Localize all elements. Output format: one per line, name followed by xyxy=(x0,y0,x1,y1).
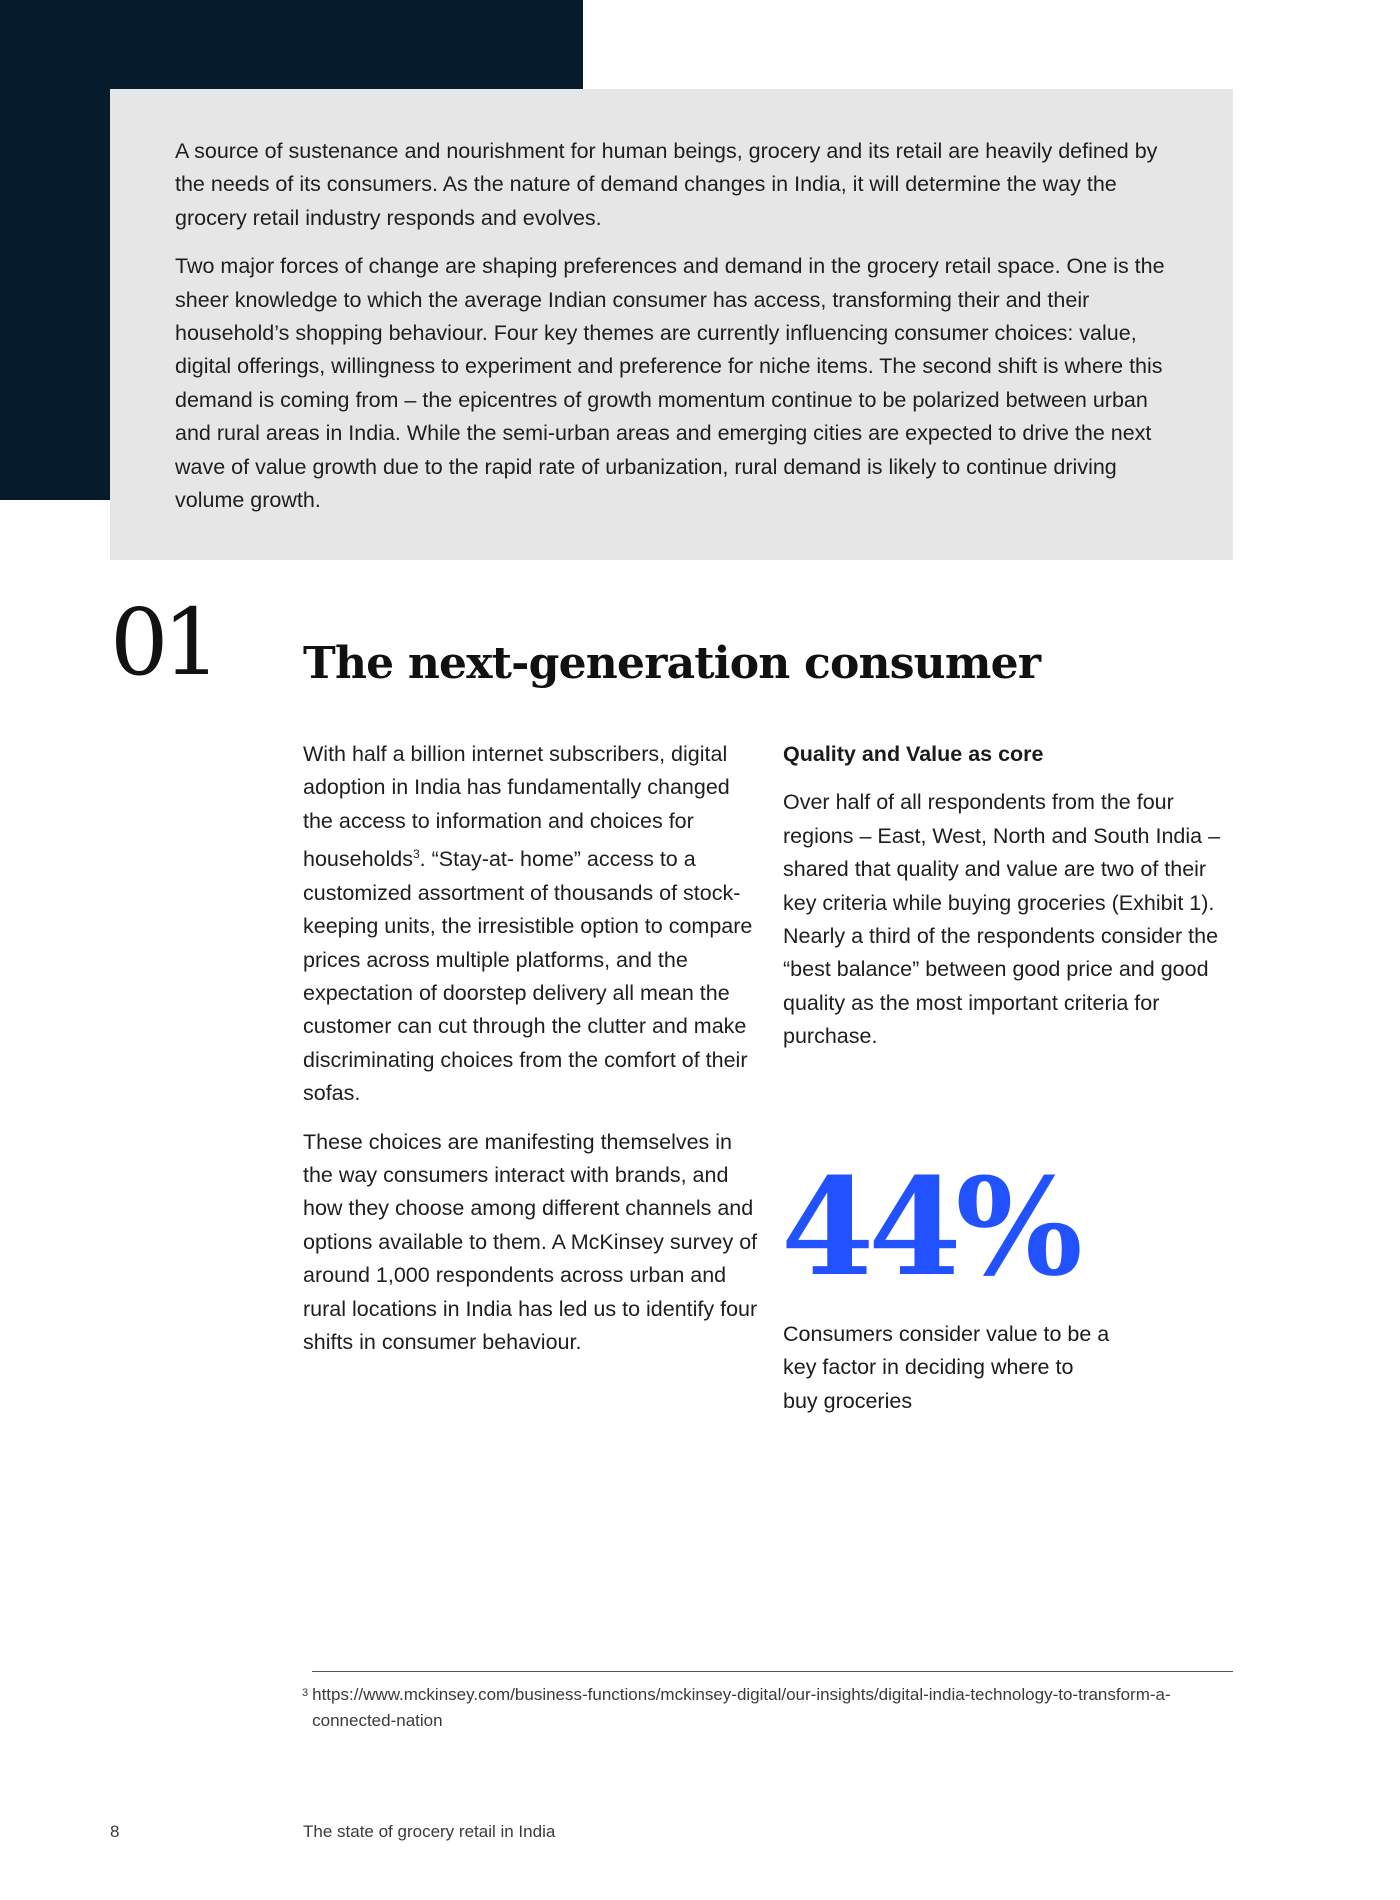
footnote-link[interactable]: https://www.mckinsey.com/business-functions/mckinsey-digital/our-insights/digital-india-technology-to-transform-a-connected-nation xyxy=(312,1685,1171,1730)
left-paragraph-1-text: With half a billion internet subscribers, digital adoption in India has fundamentally changed the access to information and choices for households xyxy=(303,742,730,872)
section-number: 01 xyxy=(110,589,216,696)
right-column-body: Over half of all respondents from the four regions – East, West, North and South India – shared that quality and value are two of their key criteria while buying groceries (Exhibit 1). Nearly a third of the respondents consider the “best balance” between good price and good quality as the most important criteria for purchase. xyxy=(783,790,1221,1049)
footnote xyxy=(302,1682,1233,1733)
left-paragraph-1 xyxy=(303,738,765,1111)
footnote-reference: 3 xyxy=(412,847,420,862)
stat-caption: Consumers consider value to be a key factor in deciding where to buy groceries xyxy=(783,1322,1110,1413)
running-title: The state of grocery retail in India xyxy=(303,1822,556,1841)
stat-value: 44% xyxy=(781,1148,1077,1306)
right-column-heading: Quality and Value as core xyxy=(783,742,1044,766)
left-paragraph-2: These choices are manifesting themselves in the way consumers interact with brands, and how they choose among different channels and options available to them. A McKinsey survey of around 1,000 respondents across urban and rural locations in India has led us to identify four shifts in consumer behaviour. xyxy=(303,1129,758,1355)
footnote-marker: 3 xyxy=(302,1687,309,1699)
page-number: 8 xyxy=(110,1822,120,1841)
left-paragraph-1-continued: . “Stay-at- home” access to a customized assortment of thousands of stock-keeping units, the irresistible option to compare prices across multiple platforms, and the expectation of doorstep delivery all mean the customer can cut through the clutter and make discriminating choices from the comfort of their sofas. xyxy=(303,847,753,1106)
intro-paragraph-2: Two major forces of change are shaping preferences and demand in the grocery retail space. One is the sheer knowledge to which the average Indian consumer has access, transforming their and their household’s shopping behaviour. Four key themes are currently influencing consumer choices: value, digital offerings, willingness to experiment and preference for niche items. The second shift is where this demand is coming from – the epicentres of growth momentum continue to be polarized between urban and rural areas in India. While the semi-urban areas and emerging cities are expected to drive the next wave of value growth due to the rapid rate of urbanization, rural demand is likely to continue driving volume growth. xyxy=(175,254,1165,513)
footnote-divider xyxy=(312,1671,1233,1672)
section-title: The next-generation consumer xyxy=(303,638,1041,689)
left-column xyxy=(303,738,765,1359)
intro-summary-box xyxy=(110,89,1233,560)
right-column xyxy=(783,738,1233,1054)
intro-paragraph-1: A source of sustenance and nourishment for human beings, grocery and its retail are heavily defined by the needs of its consumers. As the nature of demand changes in India, it will determine the way the grocery retail industry responds and evolves. xyxy=(175,139,1158,230)
